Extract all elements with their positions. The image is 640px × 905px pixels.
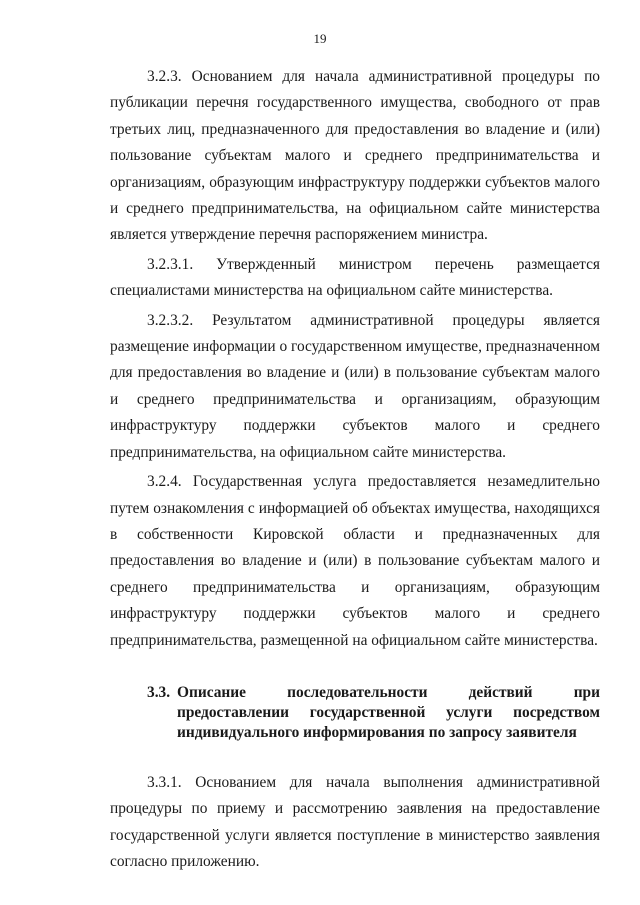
section-title: Описание последовательности действий при предоставлении государственной услуги посредством индивидуального информирования по запросу заявителя <box>177 683 600 741</box>
document-body <box>110 64 600 876</box>
paragraph-3-2-3-2: 3.2.3.2. Результатом административной процедуры является размещение информации о государственном имуществе, предназначенном для предоставления во владение и (или) в пользование субъектам малого и среднего предпринимательства и организациям, образующим инфраструктуру поддержки субъектов малого и среднего предпринимательства, на официальном сайте министерства. <box>110 311 600 461</box>
page-number: 19 <box>313 31 327 46</box>
section-number: 3.3. <box>147 683 171 701</box>
paragraph-3-2-3: 3.2.3. Основанием для начала административной процедуры по публикации перечня государственного имущества, свободного от прав третьих лиц, предназначенного для предоставления во владение и (или) пользование субъектам малого и среднего предпринимательства и организациям, образующим инфраструктуру поддержки субъектов малого и среднего предпринимательства, на официальном сайте министерства является утверждение перечня распоряжением министра. <box>110 68 600 244</box>
paragraph-3-3-1: 3.3.1. Основанием для начала выполнения административной процедуры по приему и рассмотрению заявления на предоставление государственной услуги является поступление в министерство заявления согласно приложению. <box>110 773 600 871</box>
paragraph-3-2-4: 3.2.4. Государственная услуга предоставляется незамедлительно путем ознакомления с информацией об объектах имущества, находящихся в собственности Кировской области и предназначенных для предоставления во владение и (или) в пользование субъектам малого и среднего предпринимательства и организациям, образующим инфраструктуру поддержки субъектов малого и среднего предпринимательства, размещенной на официальном сайте министерства. <box>110 473 600 649</box>
paragraph-3-2-3-1: 3.2.3.1. Утвержденный министром перечень размещается специалистами министерства на официальном сайте министерства. <box>110 255 600 300</box>
section-heading <box>110 683 600 743</box>
